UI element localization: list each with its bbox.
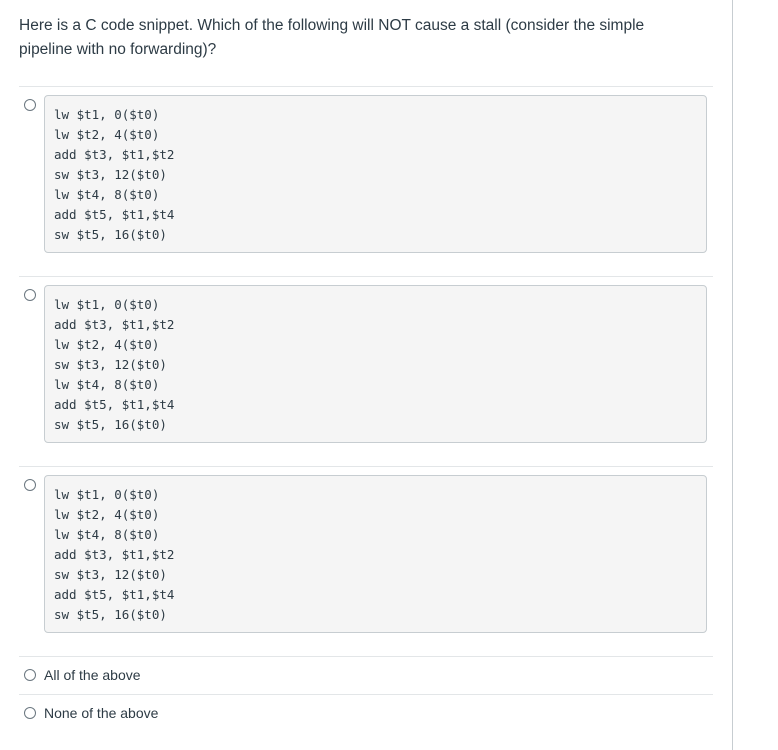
answer-option-3[interactable]	[19, 466, 713, 656]
answer-4-label[interactable]: All of the above	[44, 667, 141, 683]
code-line: lw $t2, 4($t0)	[54, 507, 160, 522]
code-line: sw $t3, 12($t0)	[54, 167, 167, 182]
code-line: lw $t2, 4($t0)	[54, 127, 160, 142]
answer-option-5[interactable]	[19, 694, 713, 732]
answer-4-radio[interactable]	[24, 669, 36, 681]
code-line: add $t5, $t1,$t4	[54, 587, 175, 602]
question-text-line-2: pipeline with no forwarding)?	[19, 41, 217, 58]
code-line: lw $t1, 0($t0)	[54, 107, 160, 122]
answer-5-label[interactable]: None of the above	[44, 705, 159, 721]
answer-option-4[interactable]	[19, 656, 713, 694]
question-text	[19, 14, 699, 62]
code-line: add $t5, $t1,$t4	[54, 397, 175, 412]
code-line: lw $t1, 0($t0)	[54, 297, 160, 312]
answer-3-radio[interactable]	[24, 479, 36, 491]
answer-2-radio[interactable]	[24, 289, 36, 301]
answer-option-2[interactable]	[19, 276, 713, 466]
answer-5-radio[interactable]	[24, 707, 36, 719]
answer-option-1[interactable]	[19, 86, 713, 276]
code-line: add $t3, $t1,$t2	[54, 547, 175, 562]
code-line: lw $t4, 8($t0)	[54, 187, 160, 202]
code-line: add $t3, $t1,$t2	[54, 317, 175, 332]
answer-list	[19, 86, 713, 732]
answer-2-code-block	[44, 285, 707, 443]
code-line: sw $t5, 16($t0)	[54, 607, 167, 622]
code-line: sw $t5, 16($t0)	[54, 417, 167, 432]
code-line: lw $t1, 0($t0)	[54, 487, 160, 502]
code-line: lw $t4, 8($t0)	[54, 527, 160, 542]
question-text-line-1: Here is a C code snippet. Which of the following will NOT cause a stall (consider the simple	[19, 17, 645, 34]
answer-3-code-block	[44, 475, 707, 633]
answer-1-radio[interactable]	[24, 99, 36, 111]
code-line: add $t3, $t1,$t2	[54, 147, 175, 162]
code-line: sw $t3, 12($t0)	[54, 567, 167, 582]
code-line: lw $t4, 8($t0)	[54, 377, 160, 392]
code-line: add $t5, $t1,$t4	[54, 207, 175, 222]
answer-1-code-block	[44, 95, 707, 253]
code-line: sw $t5, 16($t0)	[54, 227, 167, 242]
code-line: sw $t3, 12($t0)	[54, 357, 167, 372]
code-line: lw $t2, 4($t0)	[54, 337, 160, 352]
